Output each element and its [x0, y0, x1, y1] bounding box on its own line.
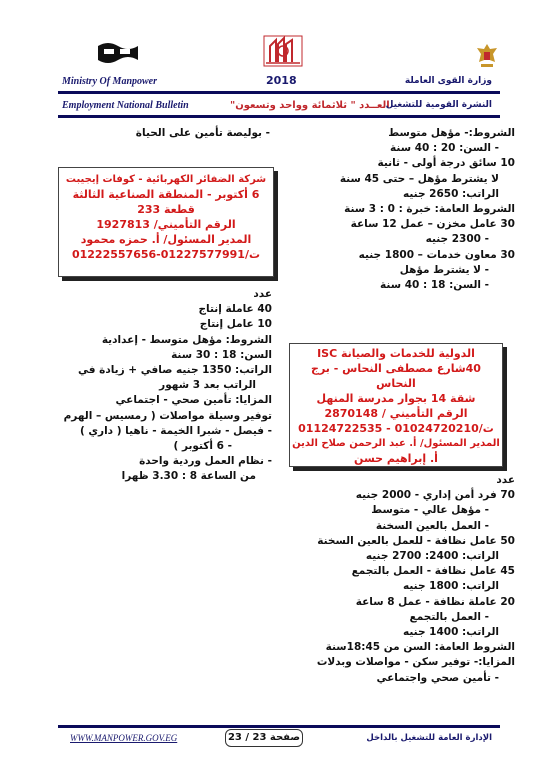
company-name: شركة الضفائر الكهربائية - كوفات إيجيبت [65, 174, 267, 185]
list-item: - نظام العمل وردية واحدة [139, 455, 272, 468]
list-item: - فيصل - شبرا الخيمة - ناهيا ( داري ) [79, 424, 272, 437]
list-item: عدد [496, 474, 515, 486]
footer-rule [58, 725, 500, 728]
list-item: 50 عامل نظافة - للعمل بالعين السخنة [317, 534, 515, 547]
list-item: الشروط: مؤهل متوسط - إعدادية [101, 333, 272, 346]
manpower-logo-icon [262, 34, 304, 68]
list-item: الراتب: 2650 جنيه [403, 187, 499, 200]
list-item: عدد [253, 288, 272, 300]
company-phone: ت/01024720210 - 01124722535 [298, 422, 494, 435]
list-item: 45 عامل نظافة - العمل بالتجمع [351, 565, 515, 578]
company-address: 40شارع مصطفى النحاس - برج النحاس [311, 362, 481, 390]
list-item: 30 عامل مخزن – عمل 12 ساعة [350, 218, 515, 231]
insurance-number: الرقم التأميني / 2870148 [324, 407, 468, 420]
list-item: الراتب بعد 3 شهور [159, 379, 256, 392]
list-item: الشروط العامة: السن من 18:45سنة [325, 641, 515, 654]
company-manager: أ. إبراهيم حسن [354, 452, 438, 465]
list-item: 20 عاملة نظافة - عمل 8 ساعة [355, 595, 515, 608]
bulletin-ar: النشرة القومية للتشغيل [385, 100, 492, 110]
list-item: - لا يشترط مؤهل [399, 263, 489, 276]
left-column-bottom [60, 287, 272, 485]
list-item: الراتب: 1400 جنيه [403, 626, 499, 639]
list-item: 40 عاملة إنتاج [198, 303, 272, 316]
company-address: قطعة 233 [137, 203, 195, 216]
list-item: 10 عامل إنتاج [199, 318, 272, 331]
list-item: توفير وسيلة مواصلات ( رمسيس – الهرم [63, 409, 272, 422]
list-item: - تأمين صحي واجتماعي [376, 671, 499, 684]
list-item: 30 معاون خدمات – 1800 جنيه [358, 248, 515, 261]
ministry-ar: وزارة القوى العاملة [404, 76, 492, 86]
right-column-bottom [290, 473, 515, 686]
list-item: - 6 أكتوبر ) [173, 440, 232, 453]
footer-department: الإدارة العامة للتشغيل بالداخل [366, 733, 492, 743]
list-item: 70 فرد أمن إداري - 2000 جنيه [355, 489, 515, 502]
company-address: 6 أكتوبر - المنطقة الصناعية الثالثة [72, 188, 260, 201]
ministry-en: Ministry Of Manpower [62, 76, 158, 87]
right-column-top [300, 126, 515, 293]
company-manager: المدير المسئول/ أ. حمزه محمود [80, 233, 252, 246]
bulletin-en: Employment National Bulletin [62, 100, 189, 111]
company-address: شقة 14 بجوار مدرسة المنهل [316, 392, 476, 405]
isc-company-box [289, 343, 503, 467]
list-item: الراتب: 2400: 2700 جنيه [365, 550, 499, 563]
list-item: - 2300 جنيه [425, 233, 489, 246]
list-item: - العمل بالتجمع [409, 610, 489, 623]
list-item: من الساعة 8 : 3.30 ظهرا [121, 470, 256, 483]
list-item: - السن: 18 : 40 سنة [380, 279, 489, 292]
header-rule-top [58, 91, 500, 94]
issue-title: العــدد " ثلاثمائة وواحد وتسعون" [230, 100, 390, 111]
list-item: - السن: 20 : 40 سنة [390, 142, 499, 155]
list-item: لا يشترط مؤهل – حتى 45 سنة [339, 172, 499, 185]
footer-url[interactable]: WWW.MANPOWER.GOV.EG [70, 733, 178, 743]
flag-icon [96, 40, 140, 64]
left-column-top-line: - بوليصة تأمين على الحياة [135, 127, 270, 139]
list-item: السن: 18 : 30 سنة [171, 348, 272, 361]
list-item: المزايا: تأمين صحي - اجتماعي [115, 394, 272, 407]
company-name: الدولية للخدمات والصيانة ISC [317, 347, 475, 360]
year: 2018 [266, 74, 297, 87]
list-item: الشروط العامة: خبرة : 0 : 3 سنة [344, 203, 515, 216]
list-item: المزايا:- توفير سكن - مواصلات وبدلات [316, 656, 515, 669]
list-item: الراتب: 1350 جنيه صافي + زيادة في [77, 364, 272, 377]
list-item: - مؤهل عالي - متوسط [371, 504, 489, 517]
list-item: 10 سائق درجة أولى - ثانية [377, 157, 515, 170]
list-item: الراتب: 1800 جنيه [403, 580, 499, 593]
egypt-eagle-icon [475, 42, 499, 70]
header-rule-bottom [58, 115, 500, 118]
company-phone: ت/01227577991-01222557656 [71, 248, 261, 261]
page-number: صفحة 23 / 23 [225, 729, 303, 747]
list-item: الشروط:- مؤهل متوسط [388, 127, 515, 139]
company-manager: المدير المسئول/ أ. عبد الرحمن صلاح الدين [292, 438, 500, 449]
insurance-number: الرقم التأميني/ 1927813 [96, 218, 236, 231]
cable-company-box [58, 167, 274, 277]
list-item: - العمل بالعين السخنة [375, 519, 489, 532]
